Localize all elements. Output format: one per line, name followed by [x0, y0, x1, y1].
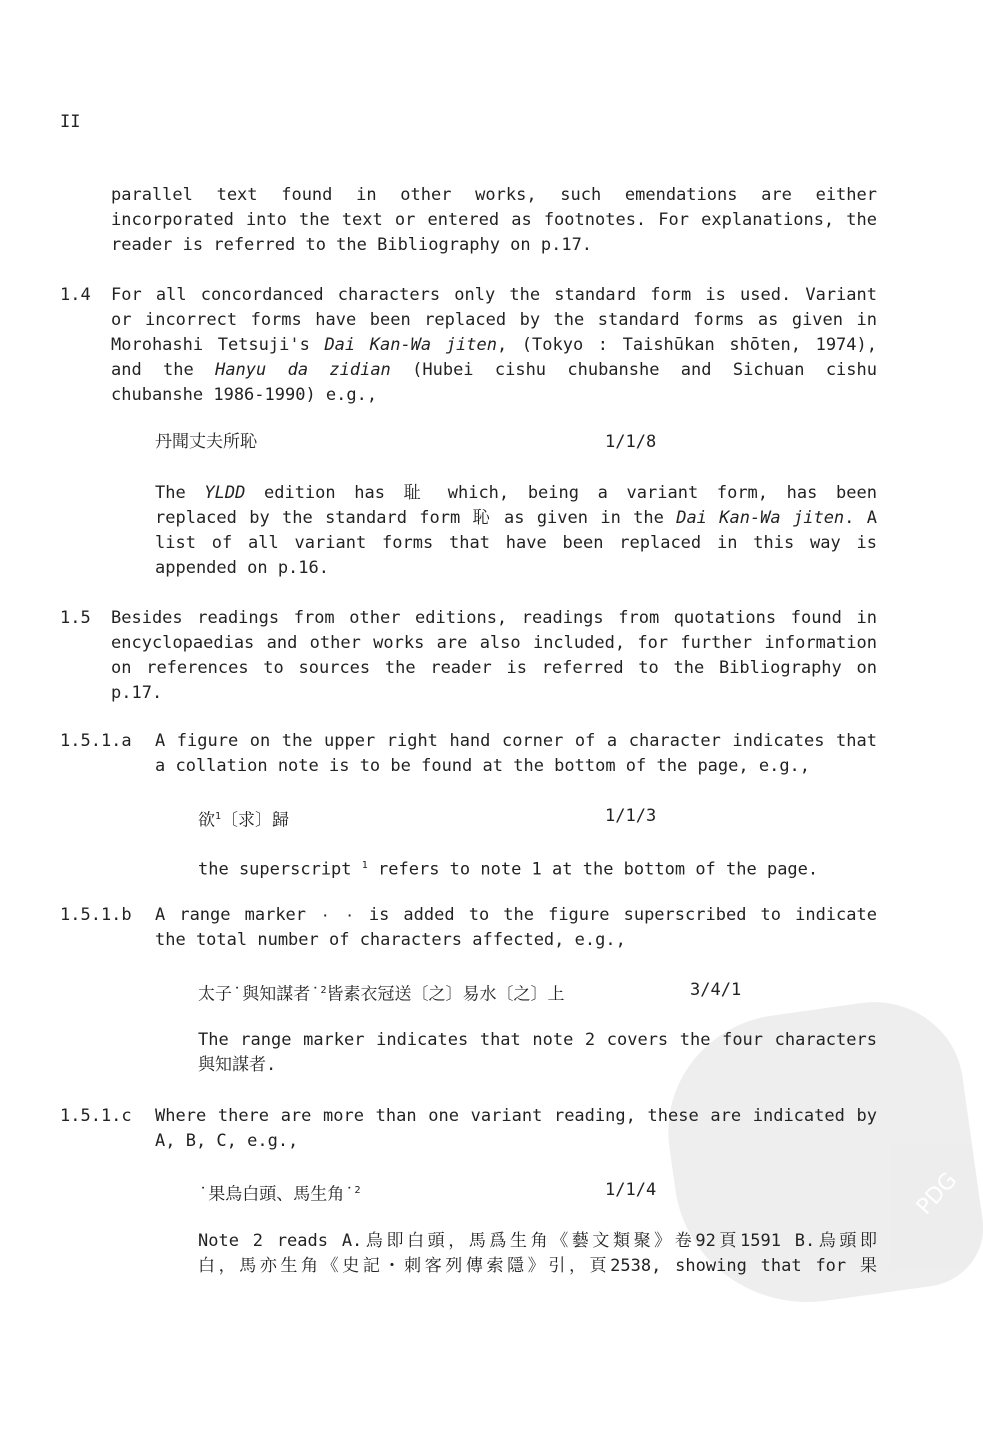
- text: , (Tokyo : Taishūkan shōten, 1974),: [496, 335, 877, 355]
- text: refers to note 1 at the bottom of the page.: [367, 859, 819, 880]
- text-line: p.17.: [111, 683, 163, 703]
- text-line: [155, 506, 877, 531]
- example-reference: 1/1/4: [605, 1180, 657, 1200]
- text-line: a collation note is to be found at the bottom of the page, e.g.,: [155, 756, 811, 776]
- text: 皆素衣冠送〔之〕易水〔之〕上: [326, 984, 565, 1005]
- section-1-4-paragraph: [111, 283, 877, 408]
- superscript: 2: [320, 985, 327, 996]
- example-reference: 3/4/1: [690, 980, 742, 1000]
- text: . A: [844, 508, 877, 528]
- text-line: 與知謀者.: [198, 1055, 277, 1075]
- section-number: 1.5.1.c: [60, 1106, 132, 1126]
- example-explanation: [198, 853, 818, 883]
- watermark-text: PDG: [911, 1167, 963, 1220]
- book-title: Dai Kan-Wa jiten: [324, 335, 497, 355]
- superscript: 1: [361, 860, 368, 871]
- example-text: 丹聞丈夫所恥: [155, 432, 257, 452]
- text: 欲: [198, 810, 215, 831]
- section-number: 1.4: [60, 285, 91, 305]
- text-line: reader is referred to the Bibliography on p.17.: [111, 235, 593, 255]
- book-title: Hanyu da zidian: [215, 360, 391, 380]
- text: edition has 耻 which, being a variant form, has been: [245, 483, 877, 503]
- example-explanation: [198, 1229, 877, 1279]
- text-line: [111, 358, 877, 383]
- text-line: The range marker indicates that note 2 covers the four characters: [198, 1030, 877, 1050]
- section-1-5-1-c-paragraph: [155, 1104, 877, 1154]
- intro-paragraph: [111, 183, 877, 258]
- text: the superscript: [198, 859, 362, 880]
- text-line: Note 2 reads A.烏即白頭，馬爲生角《藝文類聚》卷92頁1591 B.烏頭即: [198, 1231, 877, 1251]
- example-reference: 1/1/8: [605, 432, 657, 452]
- example-text: [198, 1178, 361, 1208]
- example-explanation: [198, 1028, 877, 1078]
- page-number: II: [60, 112, 81, 132]
- example-text: [198, 978, 565, 1008]
- superscript: 2: [354, 1185, 361, 1196]
- section-number: 1.5: [60, 608, 91, 628]
- text: ˙果烏白頭、馬生角˙: [198, 1184, 355, 1205]
- text: 太子˙與知謀者˙: [198, 984, 321, 1005]
- text-line: [155, 481, 877, 506]
- text-line: or incorrect forms have been replaced by the standard forms as given in: [111, 310, 877, 330]
- text-line: appended on p.16.: [155, 558, 329, 578]
- example-text: [198, 804, 289, 834]
- text-line: A figure on the upper right hand corner of a character indicates that: [155, 731, 877, 751]
- section-number: 1.5.1.b: [60, 905, 132, 925]
- text-line: encyclopaedias and other works are also included, for further information: [111, 633, 877, 653]
- text-line: list of all variant forms that have been replaced in this way is: [155, 533, 877, 553]
- text-line: A range marker ٠ ٠ is added to the figure superscribed to indicate: [155, 905, 877, 925]
- text-line: incorporated into the text or entered as footnotes. For explanations, the: [111, 210, 877, 230]
- text-line: the total number of characters affected, e.g.,: [155, 930, 626, 950]
- text-line: [111, 333, 877, 358]
- edition-name: YLDD: [204, 483, 246, 503]
- example-reference: 1/1/3: [605, 806, 657, 826]
- text-line: chubanshe 1986-1990) e.g.,: [111, 385, 378, 405]
- section-number: 1.5.1.a: [60, 731, 132, 751]
- text-line: A, B, C, e.g.,: [155, 1131, 299, 1151]
- text: and the: [111, 360, 216, 380]
- superscript: 1: [215, 811, 222, 822]
- text-line: Where there are more than one variant reading, these are indicated by: [155, 1106, 877, 1126]
- text-line: 白，馬亦生角《史記・刺客列傳索隱》引，頁2538, showing that for 果: [198, 1256, 877, 1276]
- text-line: parallel text found in other works, such emendations are either: [111, 185, 877, 205]
- section-1-5-paragraph: [111, 606, 877, 706]
- text: replaced by the standard form 恥 as given in the: [155, 508, 677, 528]
- text: 〔求〕歸: [221, 810, 290, 831]
- example-explanation: [155, 481, 877, 581]
- text: (Hubei cishu chubanshe and Sichuan cishu: [390, 360, 877, 380]
- text-line: For all concordanced characters only the standard form is used. Variant: [111, 285, 877, 305]
- text: The: [155, 483, 205, 503]
- text-line: Besides readings from other editions, readings from quotations found in: [111, 608, 877, 628]
- section-1-5-1-b-paragraph: [155, 903, 877, 953]
- text: Morohashi Tetsuji's: [111, 335, 325, 355]
- section-1-5-1-a-paragraph: [155, 729, 877, 779]
- text-line: on references to sources the reader is referred to the Bibliography on: [111, 658, 877, 678]
- book-title: Dai Kan-Wa jiten: [676, 508, 845, 528]
